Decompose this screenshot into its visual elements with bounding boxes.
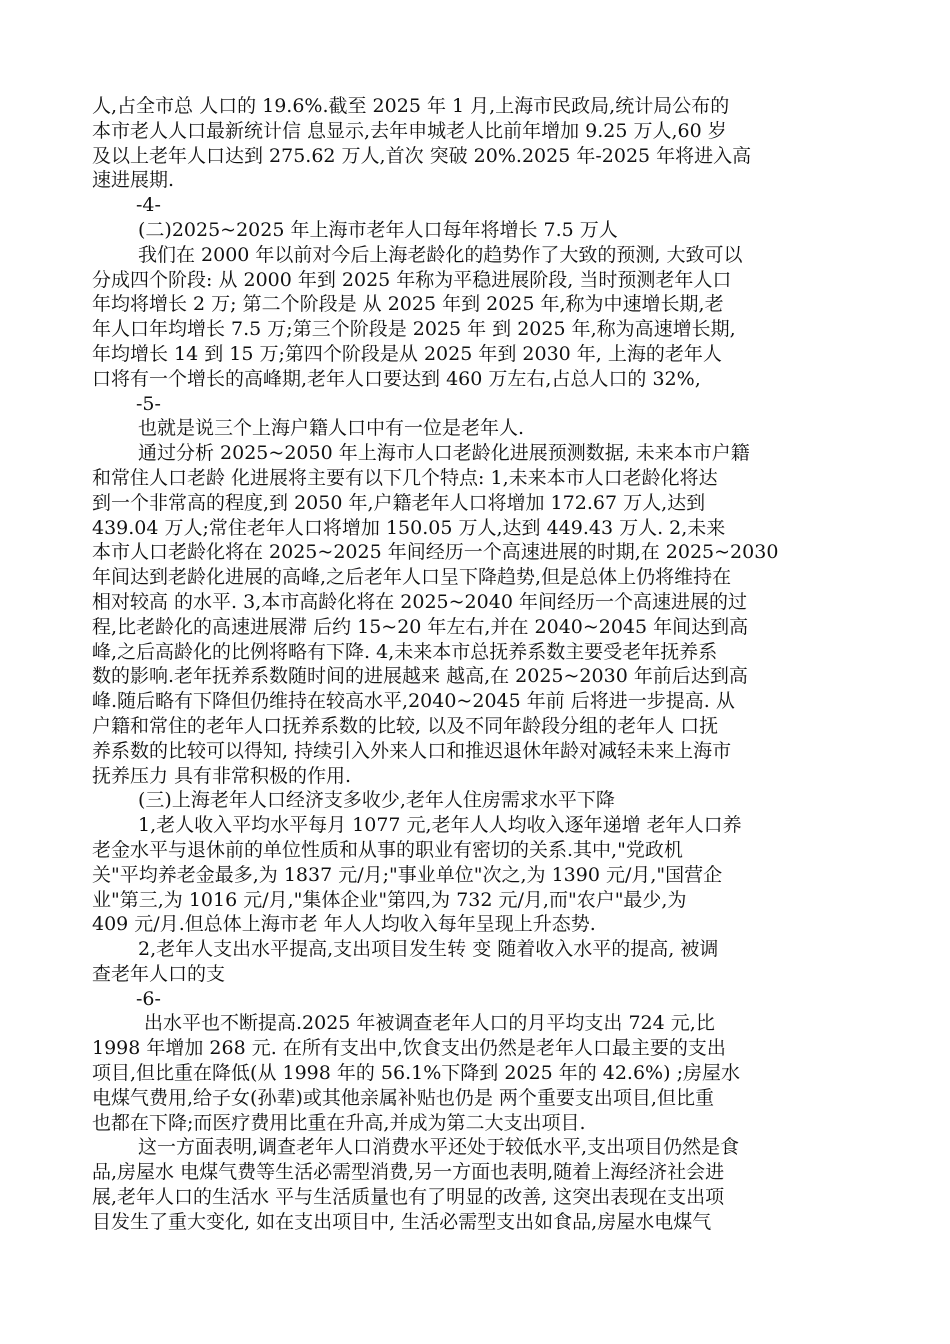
page-number: -6-	[136, 987, 161, 1010]
text-line: 年间达到老龄化进展的高峰,之后老年人口呈下降趋势,但是总体上仍将维持在	[92, 566, 732, 589]
text-line: 峰,之后高龄化的比例将略有下降. 4,未来本市总抚养系数主要受老年抚养系	[92, 640, 718, 663]
text-line: 409 元/月.但总体上海市老 年人人均收入每年呈现上升态势.	[92, 913, 596, 936]
text-line: 业"第三,为 1016 元/月,"集体企业"第四,为 732 元/月,而"农户"最少,为	[92, 888, 687, 911]
text-line: 口将有一个增长的高峰期,老年人口要达到 460 万左右,占总人口的 32%,	[92, 367, 701, 390]
page-number: -5-	[136, 392, 161, 415]
paragraph-first-line: (三)上海老年人口经济支多收少,老年人住房需求水平下降	[138, 789, 615, 812]
text-line: 程,比老龄化的高速进展滞 后约 15~20 年左右,并在 2040~2045 年间达到高	[92, 615, 749, 638]
text-line: 相对较高 的水平. 3,本市高龄化将在 2025~2040 年间经历一个高速进展的过	[92, 590, 747, 613]
text-line: 年均将增长 2 万; 第二个阶段是 从 2025 年到 2025 年,称为中速增长期,老	[92, 293, 724, 316]
text-line: 速进展期.	[92, 169, 175, 192]
document-body	[92, 94, 864, 1235]
paragraph-first-line: 2,老年人支出水平提高,支出项目发生转 变 随着收入水平的提高, 被调	[138, 938, 719, 961]
text-line: 本市老人人口最新统计信 息显示,去年申城老人比前年增加 9.25 万人,60 岁	[92, 119, 727, 142]
text-line: 本市人口老龄化将在 2025~2025 年间经历一个高速进展的时期,在 2025~2030	[92, 541, 779, 564]
text-line: 目发生了重大变化, 如在支出项目中, 生活必需型支出如食品,房屋水电煤气	[92, 1210, 712, 1233]
text-line: 老金水平与退休前的单位性质和从事的职业有密切的关系.其中,"党政机	[92, 838, 683, 861]
text-line: 及以上老年人口达到 275.62 万人,首次 突破 20%.2025 年-2025 年将进入高	[92, 144, 752, 167]
text-line: 项目,但比重在降低(从 1998 年的 56.1%下降到 2025 年的 42.6%) ;房屋水	[92, 1062, 740, 1085]
text-line: 关"平均养老金最多,为 1837 元/月;"事业单位"次之,为 1390 元/月,"国营企	[92, 863, 723, 886]
text-line: 也都在下降;而医疗费用比重在升高,并成为第二大支出项目.	[92, 1111, 586, 1134]
text-line: 年均增长 14 到 15 万;第四个阶段是从 2025 年到 2030 年, 上海的老年人	[92, 342, 722, 365]
text-line: 1998 年增加 268 元. 在所有支出中,饮食支出仍然是老年人口最主要的支出	[92, 1037, 726, 1060]
paragraph-first-line: 通过分析 2025~2050 年上海市人口老龄化进展预测数据, 未来本市户籍	[138, 442, 750, 465]
text-line: 分成四个阶段: 从 2000 年到 2025 年称为平稳进展阶段, 当时预测老年人口	[92, 268, 732, 291]
paragraph-first-line: 1,老人收入平均水平每月 1077 元,老年人人均收入逐年递增 老年人口养	[138, 814, 742, 837]
paragraph-first-line: 我们在 2000 年以前对今后上海老龄化的趋势作了大致的预测, 大致可以	[138, 243, 743, 266]
text-line: 品,房屋水 电煤气费等生活必需型消费,另一方面也表明,随着上海经济社会进	[92, 1161, 725, 1184]
text-line: 年人口年均增长 7.5 万;第三个阶段是 2025 年 到 2025 年,称为高速增长期,	[92, 318, 736, 341]
text-line: 户籍和常住的老年人口抚养系数的比较, 以及不同年龄段分组的老年人 口抚	[92, 714, 719, 737]
paragraph-first-line: 出水平也不断提高.2025 年被调查老年人口的月平均支出 724 元,比	[144, 1012, 715, 1035]
text-line: 到一个非常高的程度,到 2050 年,户籍老年人口将增加 172.67 万人,达到	[92, 491, 706, 514]
text-line: 抚养压力 具有非常积极的作用.	[92, 764, 352, 787]
paragraph-first-line: 这一方面表明,调查老年人口消费水平还处于较低水平,支出项目仍然是食	[138, 1136, 740, 1159]
text-line: 养系数的比较可以得知, 持续引入外来人口和推迟退休年龄对减轻未来上海市	[92, 739, 732, 762]
page-number: -4-	[136, 194, 161, 217]
paragraph-first-line: (二)2025~2025 年上海市老年人口每年将增长 7.5 万人	[138, 218, 618, 241]
text-line: 数的影响.老年抚养系数随时间的进展越来 越高,在 2025~2030 年前后达到高	[92, 665, 748, 688]
text-line: 人,占全市总 人口的 19.6%.截至 2025 年 1 月,上海市民政局,统计局公布的	[92, 95, 730, 117]
text-line: 电煤气费用,给子女(孙辈)或其他亲属补贴也仍是 两个重要支出项目,但比重	[92, 1086, 714, 1109]
text-line: 查老年人口的支	[92, 962, 226, 985]
text-line: 展,老年人口的生活水 平与生活质量也有了明显的改善, 这突出表现在支出项	[92, 1186, 725, 1209]
text-line: 峰.随后略有下降但仍维持在较高水平,2040~2045 年前 后将进一步提高. 从	[92, 690, 735, 713]
paragraph-first-line: 也就是说三个上海户籍人口中有一位是老年人.	[138, 417, 525, 440]
text-line: 和常住人口老龄 化进展将主要有以下几个特点: 1,未来本市人口老龄化将达	[92, 466, 718, 489]
text-line: 439.04 万人;常住老年人口将增加 150.05 万人,达到 449.43 万人. 2,未来	[92, 516, 726, 539]
